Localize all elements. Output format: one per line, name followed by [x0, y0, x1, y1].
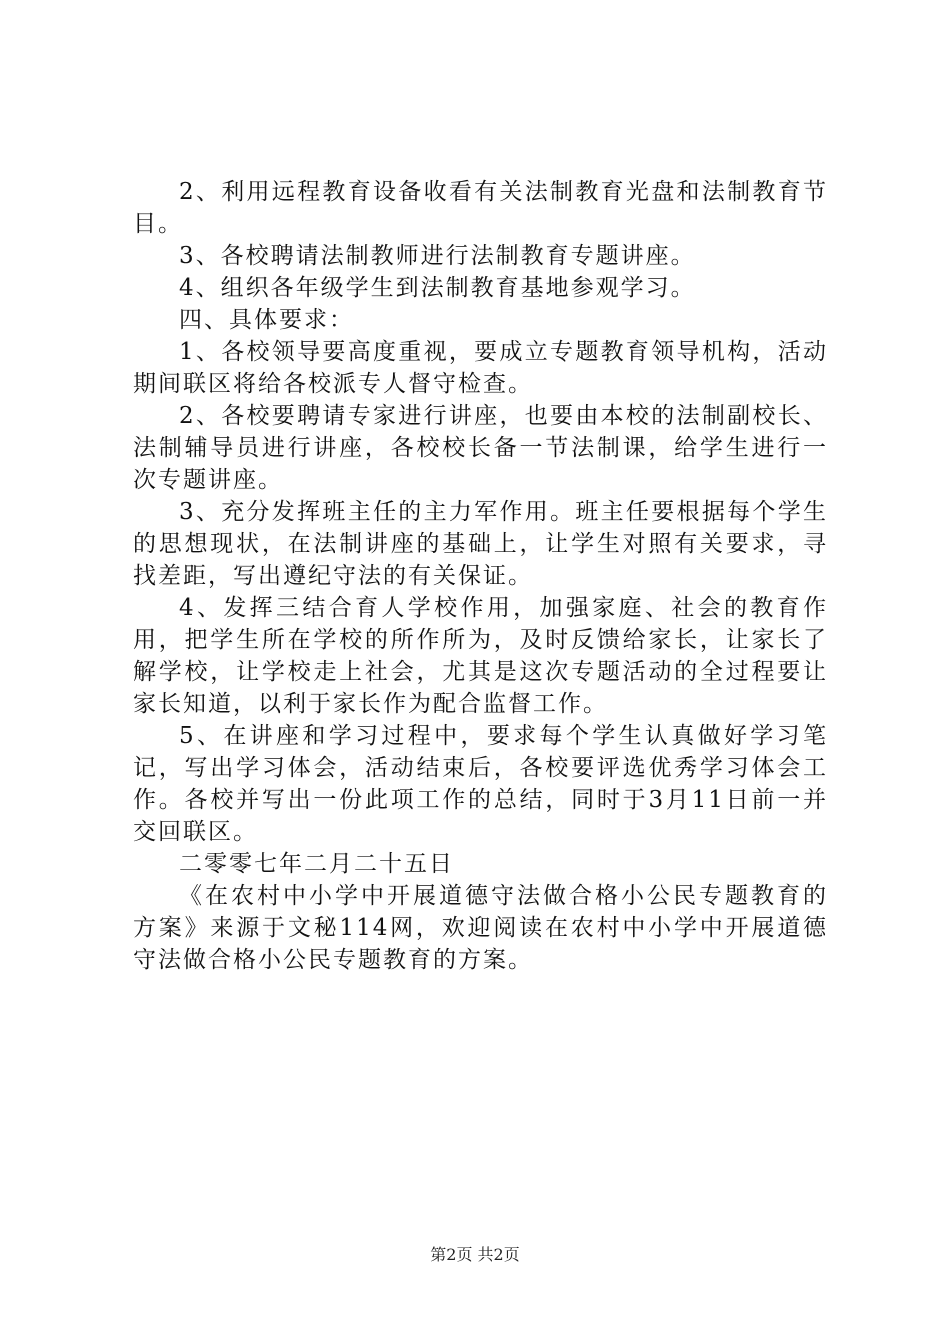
requirement-5: 5、在讲座和学习过程中，要求每个学生认真做好学习笔记，写出学习体会，活动结束后，各校要评选优秀学习体会工作。各校并写出一份此项工作的总结，同时于3月11日前一并交回联区。	[133, 723, 828, 845]
requirement-3: 3、充分发挥班主任的主力军作用。班主任要根据每个学生的思想现状，在法制讲座的基础上，让学生对照有关要求，寻找差距，写出遵纪守法的有关保证。	[133, 499, 828, 589]
requirement-4: 4、发挥三结合育人学校作用，加强家庭、社会的教育作用，把学生所在学校的所作所为，及时反馈给家长，让家长了解学校，让学校走上社会，尤其是这次专题活动的全过程要让家长知道，以利于家长作为配合监督工作。	[133, 595, 828, 717]
paragraph-item-4: 4、组织各年级学生到法制教育基地参观学习。	[179, 275, 696, 301]
page-number-footer: 第2页 共2页	[430, 1245, 520, 1264]
section-heading-requirements: 四、具体要求：	[179, 307, 354, 333]
document-date: 二零零七年二月二十五日	[179, 851, 454, 877]
requirement-1: 1、各校领导要高度重视，要成立专题教育领导机构，活动期间联区将给各校派专人督守检查。	[133, 339, 828, 397]
paragraph-item-3: 3、各校聘请法制教师进行法制教育专题讲座。	[179, 243, 696, 269]
paragraph-item-2: 2、利用远程教育设备收看有关法制教育光盘和法制教育节目。	[133, 179, 828, 237]
document-body	[133, 176, 828, 976]
requirement-2: 2、各校要聘请专家进行讲座，也要由本校的法制副校长、法制辅导员进行讲座，各校校长备一节法制课，给学生进行一次专题讲座。	[133, 403, 828, 493]
source-note: 《在农村中小学中开展道德守法做合格小公民专题教育的方案》来源于文秘114网，欢迎阅读在农村中小学中开展道德守法做合格小公民专题教育的方案。	[133, 883, 828, 973]
